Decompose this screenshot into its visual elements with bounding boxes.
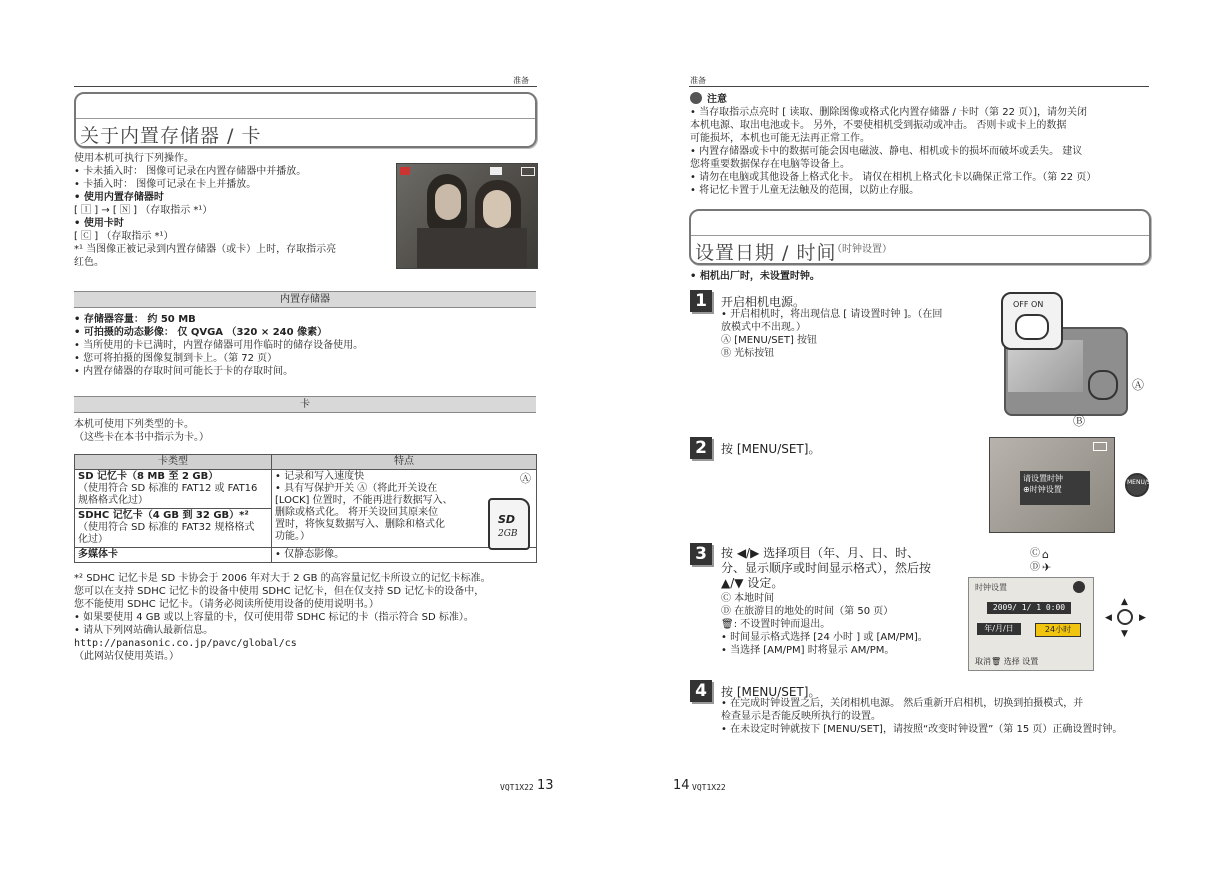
cursor-down-icon: ▼ xyxy=(1121,629,1128,639)
table-cell-sdhc xyxy=(75,509,272,548)
power-switch-zoom xyxy=(1001,292,1063,350)
internal-line: • 当所使用的卡已满时，内置存储器可用作临时的储存设备使用。 xyxy=(74,340,364,351)
camera-screen-photo xyxy=(396,163,538,269)
left-intro xyxy=(74,152,394,269)
step-line: • 在完成时钟设置之后，关闭相机电源。 然后重新开启相机，切换到拍摄模式，并 xyxy=(721,698,1084,709)
factory-note: • 相机出厂时，未设置时钟。 xyxy=(690,271,820,282)
step-2-number: 2 xyxy=(690,437,712,459)
sd-capacity: 2GB xyxy=(498,529,518,539)
cursor-pad-icon xyxy=(1105,597,1149,641)
cell-line: 删除或格式化。 将开关设回其原来位 xyxy=(275,507,439,518)
step-line: • 时间显示格式选择 [24 小时 ] 或 [AM/PM]。 xyxy=(721,632,928,643)
home-time-label: Ⓒ xyxy=(1030,548,1040,559)
table-cell-sd-features xyxy=(272,470,537,548)
time-format-field[interactable]: 24小时 xyxy=(1035,623,1081,637)
prompt-line: 请设置时钟 xyxy=(1023,474,1063,483)
left-notes xyxy=(74,572,491,663)
cell-line: • 记录和写入速度快 xyxy=(275,471,365,482)
right-footer-code: VQT1X22 xyxy=(692,783,726,792)
right-title-sub: （时钟设置） xyxy=(832,244,892,255)
intro-line: [ 🄲 ] （存取指示 *¹） xyxy=(74,231,174,242)
note-pencil-icon xyxy=(690,92,702,104)
battery-icon xyxy=(521,167,535,176)
right-section-label: 准备 xyxy=(690,76,706,85)
website-url[interactable]: http://panasonic.co.jp/pavc/global/cs xyxy=(74,638,297,649)
step-1-details xyxy=(721,308,942,360)
step-1-number: 1 xyxy=(690,290,712,312)
step-line: 🗑: 不设置时钟而退出。 xyxy=(721,619,831,630)
note-line: • 请勿在电脑或其他设备上格式化卡。 请仅在相机上格式化卡以确保正常工作。（第 22 页） xyxy=(690,172,1097,183)
intro-line: • 使用卡时 xyxy=(74,218,124,229)
note-line: （此网站仅使用英语。） xyxy=(74,651,179,662)
table-header-card-type: 卡类型 xyxy=(75,455,272,470)
step-line: • 在未设定时钟就按下 [MENU/SET]，请按照“改变时钟设置”（第 15 页）正确设置时钟。 xyxy=(721,724,1123,735)
step-line: Ⓐ [MENU/SET] 按钮 xyxy=(721,335,818,346)
prompt-line: ⊕时钟设置 xyxy=(1023,485,1062,494)
set-clock-screen xyxy=(989,437,1115,533)
sd-logo: SD xyxy=(498,513,516,526)
cell-line: [LOCK] 位置时，不能再进行数据写入、 xyxy=(275,495,453,506)
intro-line: • 使用内置存储器时 xyxy=(74,192,164,203)
note-line: • 当存取指示点亮时 [ 读取、删除图像或格式化内置存储器 / 卡时（第 22 页）]，请勿关闭 xyxy=(690,107,1088,118)
battery-icon xyxy=(1093,442,1107,451)
internal-memory-list xyxy=(74,313,363,378)
date-order-field[interactable]: 年/月/日 xyxy=(977,623,1021,635)
table-cell-mmc-features: • 仅静态影像。 xyxy=(272,548,537,563)
person-clothes xyxy=(417,228,527,268)
person-face xyxy=(483,190,511,228)
intro-line: 红色。 xyxy=(74,257,104,268)
sd-card-icon xyxy=(488,498,530,550)
left-page-number: 13 xyxy=(537,778,554,793)
note-line: • 如果要使用 4 GB 或以上容量的卡，仅可使用带 SDHC 标记的卡（指示符合 SD 标准）。 xyxy=(74,612,474,623)
card-type-table xyxy=(74,454,537,563)
cursor-left-icon: ◀ xyxy=(1105,613,1112,623)
step-line: 放模式中不出现。） xyxy=(721,322,806,333)
table-header-features: 特点 xyxy=(272,455,537,470)
clock-setting-menu xyxy=(968,577,1094,671)
left-page-title: 关于内置存储器 / 卡 xyxy=(80,125,262,147)
clock-date-field[interactable]: 2009/ 1/ 1 0:00 xyxy=(987,602,1071,614)
clock-menu-footer: 取消🗑 选择 设置 xyxy=(975,657,1039,666)
step-4-number: 4 xyxy=(690,680,712,702)
cursor-up-icon: ▲ xyxy=(1121,597,1128,607)
card-intro-line: 本机可使用下列类型的卡。 xyxy=(74,419,194,430)
right-header-rule xyxy=(689,86,1149,87)
person-face xyxy=(435,184,461,220)
step-line: • 开启相机时，将出现信息 [ 请设置时钟 ]。（在回 xyxy=(721,309,943,320)
step-4-heading: 按 [MENU/SET]。 xyxy=(721,685,821,699)
write-protect-callout: Ⓐ xyxy=(520,472,531,485)
left-section-label: 准备 xyxy=(513,76,529,85)
cell-line: 化过） xyxy=(78,534,108,545)
callout-a: Ⓐ xyxy=(1132,378,1145,392)
cursor-center-ring xyxy=(1117,609,1133,625)
cursor-right-icon: ▶ xyxy=(1139,613,1146,623)
cursor-button-ring[interactable] xyxy=(1088,370,1118,400)
internal-line: • 存储器容量： 约 50 MB xyxy=(74,314,196,325)
menu-set-button[interactable]: MENU/SET xyxy=(1125,473,1149,497)
card-intro xyxy=(74,418,209,444)
note-line: 您将重要数据保存在电脑等设备上。 xyxy=(690,159,850,170)
intro-line: • 卡未插入时： 图像可记录在内置存储器中并播放。 xyxy=(74,166,307,177)
step-2-heading: 按 [MENU/SET]。 xyxy=(721,442,821,456)
table-cell-sd xyxy=(75,470,272,509)
internal-line: • 内置存储器的存取时间可能长于卡的存取时间。 xyxy=(74,366,294,377)
card-header: 卡 xyxy=(74,396,536,413)
step-line: • 当选择 [AM/PM] 时将显示 AM/PM。 xyxy=(721,645,895,656)
note-line: 您可以在支持 SDHC 记忆卡的设备中使用 SDHC 记忆卡，但在仅支持 SD 记忆卡的设备中， xyxy=(74,586,485,597)
step-head-line: 分、显示顺序或时间显示格式），然后按 xyxy=(721,561,932,575)
step-4-details xyxy=(721,697,1122,736)
internal-line: • 您可将拍摄的图像复制到卡上。（第 72 页） xyxy=(74,353,278,364)
step-3-number: 3 xyxy=(690,543,712,565)
intro-line: 使用本机可执行下列操作。 xyxy=(74,153,194,164)
note-line: • 将记忆卡置于儿童无法触及的范围，以防止存服。 xyxy=(690,185,920,196)
note-title: 注意 xyxy=(707,94,727,105)
right-page-number: 14 xyxy=(673,778,690,793)
cell-line: • 具有写保护开关 Ⓐ（将此开关设在 xyxy=(275,483,438,494)
internal-memory-header: 内置存储器 xyxy=(74,291,536,308)
record-mode-icon xyxy=(400,167,410,175)
airplane-icon: ✈ xyxy=(1042,561,1052,574)
intro-line: • 卡插入时： 图像可记录在卡上并播放。 xyxy=(74,179,257,190)
step-head-line: ▲/▼ 设定。 xyxy=(721,576,784,590)
step-head-line: 按 ◀/▶ 选择项目（年、月、日、时、 xyxy=(721,546,920,560)
camera-back-illustration xyxy=(998,292,1145,428)
left-footer-code: VQT1X22 xyxy=(500,783,534,792)
callout-b: Ⓑ xyxy=(1073,414,1086,428)
step-3-details xyxy=(721,592,928,657)
power-switch-label: OFF ON xyxy=(1013,300,1044,309)
cell-line: 规格格式化过） xyxy=(78,495,148,506)
note-line: 本机电源、取出电池或卡。 另外，不要使相机受到振动或冲击。 否则卡或卡上的数据 xyxy=(690,120,1067,131)
table-cell-mmc: 多媒体卡 xyxy=(75,548,272,563)
step-line: Ⓑ 光标按钮 xyxy=(721,348,775,359)
intro-line: [ 🄸 ] → [ 🄽 ] （存取指示 *¹） xyxy=(74,205,213,216)
cell-line: （使用符合 SD 标准的 FAT12 或 FAT16 xyxy=(78,483,258,494)
cell-line: SD 记忆卡（8 MB 至 2 GB） xyxy=(78,471,219,482)
clock-menu-title: 时钟设置 xyxy=(975,583,1007,592)
intro-line: *¹ 当图像正被记录到内置存储器（或卡）上时，存取指示亮 xyxy=(74,244,337,255)
travel-time-label: Ⓓ xyxy=(1030,562,1040,573)
power-switch[interactable] xyxy=(1015,314,1049,340)
step-line: 检查显示是否能反映所执行的设置。 xyxy=(721,711,881,722)
right-page-title: 设置日期 / 时间 xyxy=(695,242,837,264)
note-line: • 请从下列网站确认最新信息。 xyxy=(74,625,214,636)
note-list xyxy=(690,106,1096,197)
internal-line: • 可拍摄的动态影像： 仅 QVGA （320 × 240 像素） xyxy=(74,327,328,338)
step-1-heading: 开启相机电源。 xyxy=(721,295,806,309)
step-line: Ⓒ 本地时间 xyxy=(721,593,775,604)
cell-line: （使用符合 SD 标准的 FAT32 规格格式 xyxy=(78,522,255,533)
note-line: • 内置存储器或卡中的数据可能会因电磁波、静电、相机或卡的损坏而破坏或丢失。 建议 xyxy=(690,146,1083,157)
note-line: 您不能使用 SDHC 记忆卡。（请务必阅读所使用设备的使用说明书。） xyxy=(74,599,379,610)
note-line: 可能损坏，本机也可能无法再正常工作。 xyxy=(690,133,870,144)
cell-line: 功能。） xyxy=(275,531,310,542)
card-intro-line: （这些卡在本书中指示为卡。） xyxy=(74,432,209,443)
step-line: Ⓓ 在旅游目的地处的时间（第 50 页） xyxy=(721,606,894,617)
cell-line: 置时，将恢复数据写入、删除和格式化 xyxy=(275,519,445,530)
home-toggle-icon[interactable] xyxy=(1073,581,1085,593)
note-line: *² SDHC 记忆卡是 SD 卡协会于 2006 年对大于 2 GB 的高容量记忆卡所设立的记忆卡标准。 xyxy=(74,573,491,584)
left-header-rule xyxy=(74,86,537,87)
storage-icon xyxy=(490,167,502,175)
step-3-heading xyxy=(721,546,931,591)
home-icon: ⌂ xyxy=(1042,548,1049,561)
clock-prompt-box xyxy=(1020,471,1090,505)
cell-line: SDHC 记忆卡（4 GB 到 32 GB）*² xyxy=(78,510,249,521)
